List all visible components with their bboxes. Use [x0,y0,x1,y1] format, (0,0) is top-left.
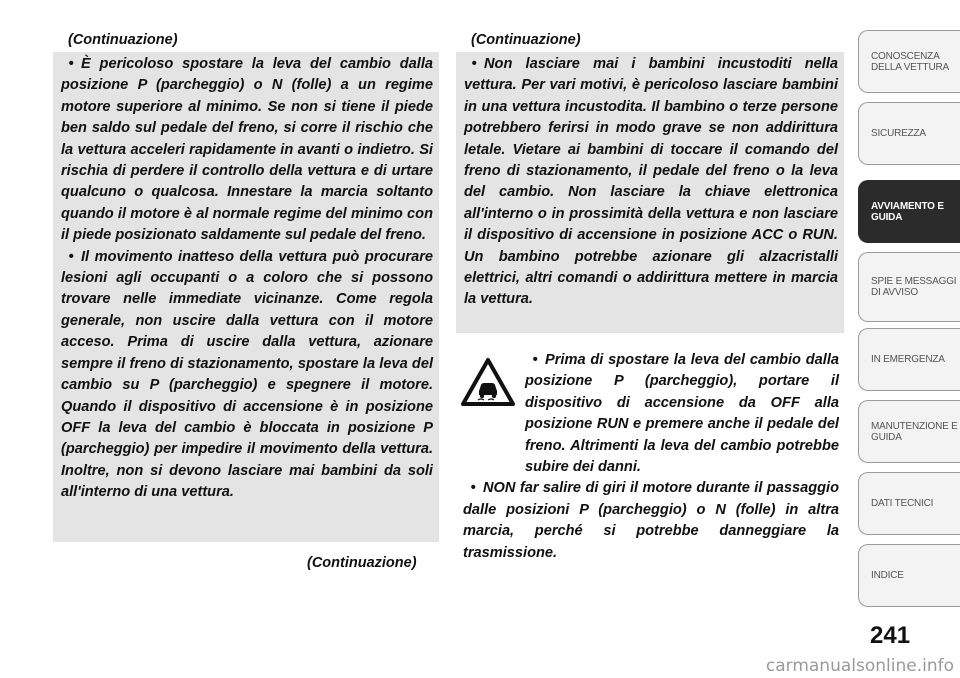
page-number: 241 [870,622,911,649]
bullet-paragraph: • Prima di spostare la leva del cambio dalla posizione P (parcheggio), portare il dispositivo di accensione da OFF alla posizione RUN e premere anche il pedale del freno. Altrimenti la leva del cambio potrebbe subire dei danni. [525,352,839,476]
bullet-paragraph: • È pericoloso spostare la leva del cambio dalla posizione P (parcheggio) o N (folle) a un regime motore superiore al minimo. Se non si tiene il piede ben saldo sul pedale del freno, si corre il rischio che la vettura acceleri rapidamente in avanti o indietro. Si rischia di perdere il controllo della vettura e di urtare qualcuno o qualcosa. Innestare la marcia soltanto quando il motore è al normale regime del minimo con il piede posizionato saldamente sul pedale del freno. [61,56,433,244]
tab-conoscenza[interactable]: CONOSCENZA DELLA VETTURA [858,30,960,93]
tab-spie[interactable]: SPIE E MESSAGGI DI AVVISO [858,252,960,322]
tab-manutenzione[interactable]: MANUTENZIONE E GUIDA [858,400,960,463]
bullet-paragraph: • Il movimento inatteso della vettura può procurare lesioni agli occupanti o a coloro che si possono trovare nelle immediate vicinanze. Come regola generale, non uscire dalla vettura con il motore acceso. Prima di uscire dalla vettura, azionare sempre il freno di stazionamento, spostare la leva del cambio su P (parcheggio) e spegnere il motore. Quando il dispositivo di accensione è in posizione OFF la leva del cambio è bloccata in posizione P (parcheggio) per impedire il movimento della vettura. Inoltre, non si devono lasciare mai bambini da soli all'interno di una vettura. [61,248,433,501]
tab-avviamento[interactable]: AVVIAMENTO E GUIDA [858,180,960,243]
continuation-label-left-bottom: (Continuazione) [307,555,417,571]
watermark: carmanualsonline.info [765,656,954,676]
continuation-label-left-top: (Continuazione) [68,32,178,48]
tab-sicurezza[interactable]: SICUREZZA [858,102,960,165]
tab-indice[interactable]: INDICE [858,544,960,607]
warning-text [463,350,839,564]
tab-emergenza[interactable]: IN EMERGENZA [858,328,960,391]
bullet-paragraph: • Non lasciare mai i bambini incustoditi nella vettura. Per vari motivi, è pericoloso lasciare bambini in una vettura incustodita. Il bambino o terze persone potrebbero ferirsi in modo grave se non addirittura letale. Vietare ai bambini di toccare il comando del freno di stazionamento, il pedale del freno o la leva del cambio. Non lasciare la chiave elettronica all'interno o in prossimità della vettura e non lasciare il dispositivo di accensione in posizione ACC o RUN. Un bambino potrebbe azionare gli alzacristalli elettrici, altri comandi o addirittura mettere in marcia la vettura. [464,56,838,308]
warning-box-left [53,52,439,542]
warning-box-right [456,52,844,333]
bullet-paragraph: • NON far salire di giri il motore durante il passaggio dalle posizioni P (parcheggio) o N (folle) in altra marcia, perché si potrebbe danneggiare la trasmissione. [463,480,839,561]
continuation-label-right-top: (Continuazione) [471,32,581,48]
tab-dati-tecnici[interactable]: DATI TECNICI [858,472,960,535]
